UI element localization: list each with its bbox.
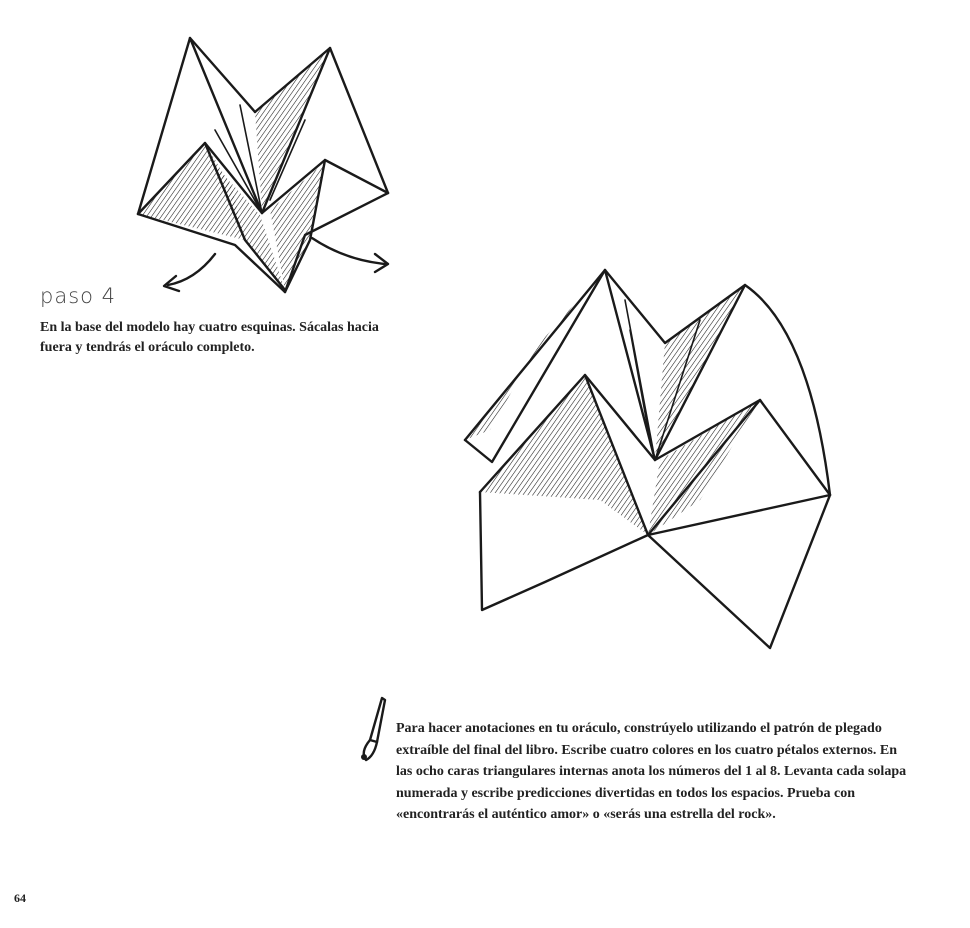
step-description: En la base del modelo hay cuatro esquinas. Sácalas hacia fuera y tendrás el oráculo completo. xyxy=(40,320,379,355)
arrow-left-icon xyxy=(168,254,215,285)
outline xyxy=(745,285,830,495)
fortune-teller-complete-illustration xyxy=(465,270,830,648)
pen-icon xyxy=(361,698,385,760)
step-heading: paso 4 xyxy=(40,284,117,308)
arrow-right-icon xyxy=(312,238,385,264)
outline xyxy=(190,38,255,112)
outline xyxy=(648,495,830,648)
note-paragraph: Para hacer anotaciones en tu oráculo, constrúyelo utilizando el patrón de plegado extraíble del final del libro. Escribe cuatro colores en los cuatro pétalos externos. En las ocho caras triangulares internas anota los números del 1 al 8. Levanta cada solapa numerada y escribe predicciones divertidas en todos los espacios. Prueba con «encontrarás el auténtico amor» o «serás una estrella del rock». xyxy=(396,721,907,822)
fortune-teller-step-illustration xyxy=(138,38,388,292)
page-number: 64 xyxy=(14,891,26,905)
